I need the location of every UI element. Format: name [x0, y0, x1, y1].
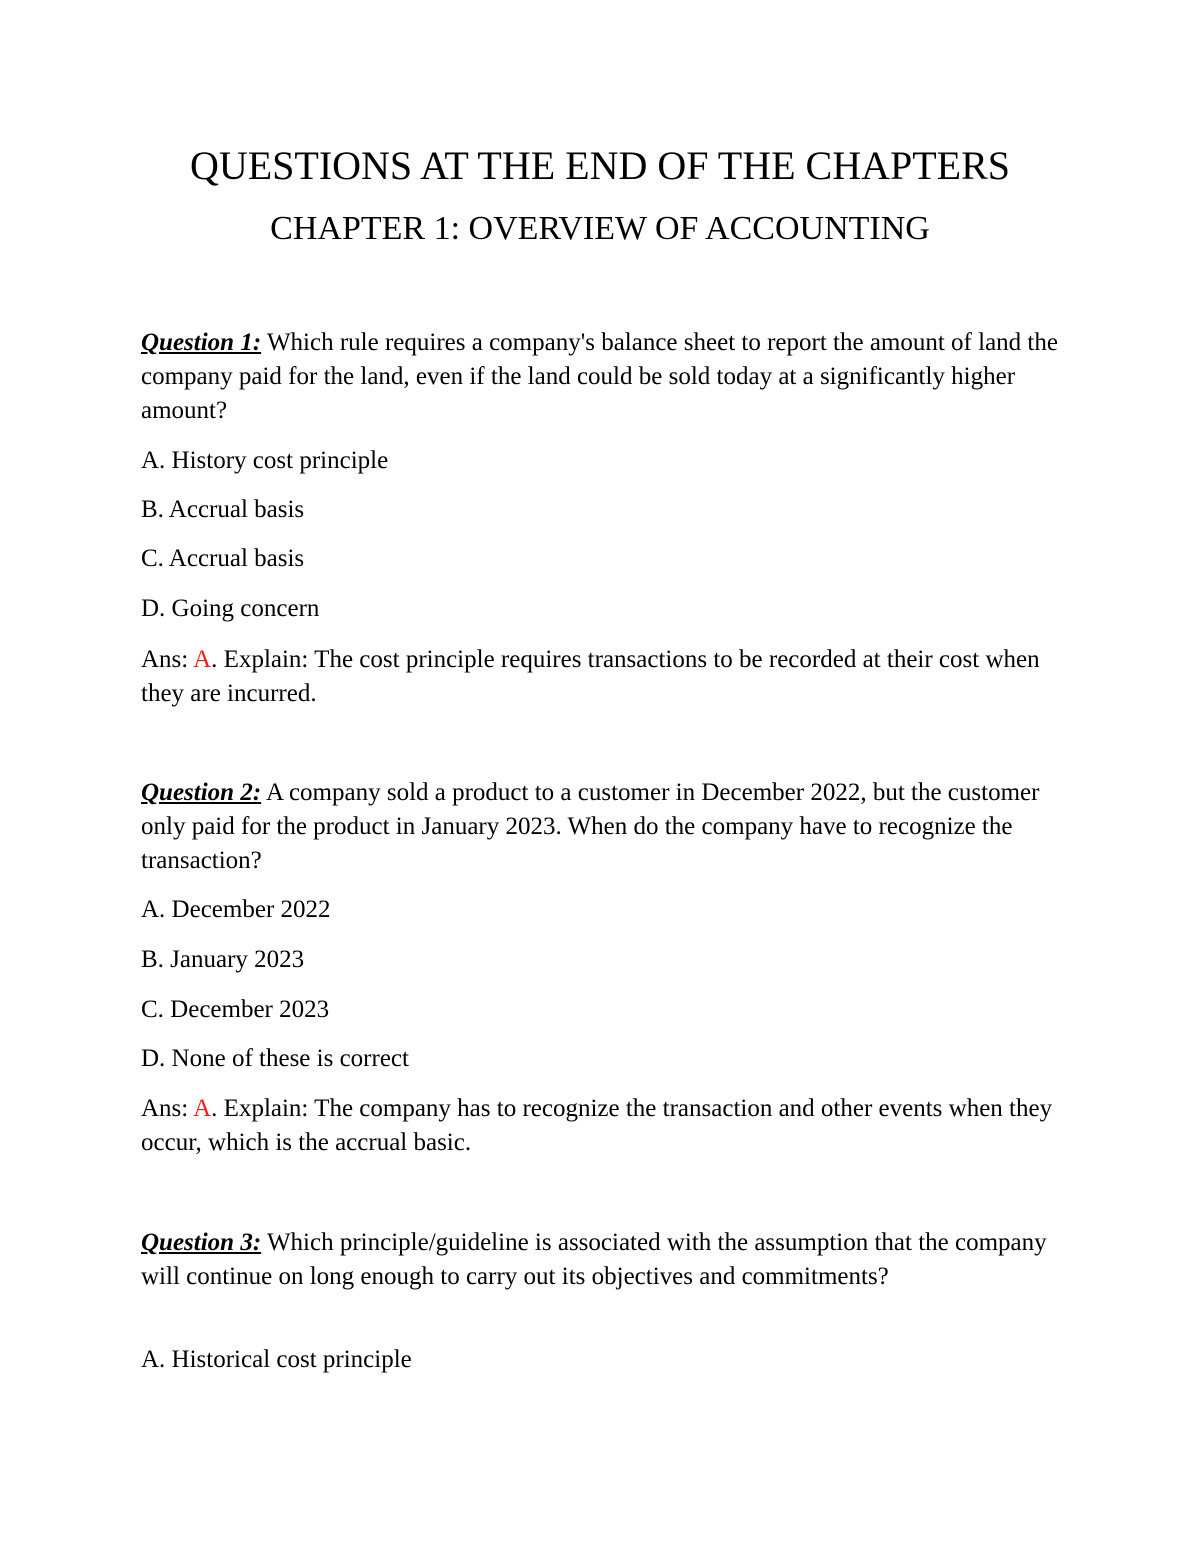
question-2-answer: [141, 1092, 1071, 1160]
question-3-text: Which principle/guideline is associated with the assumption that the company will continue on long enough to carry out its objectives and commitments?: [141, 1229, 1047, 1290]
document-title: QUESTIONS AT THE END OF THE CHAPTERS: [189, 143, 1011, 188]
question-2-option-a: A. December 2022: [141, 896, 331, 923]
answer-letter: A: [193, 646, 212, 673]
question-1-label: Question 1:: [141, 329, 262, 356]
question-3-prompt: [141, 1226, 1071, 1294]
question-1-prompt: [141, 326, 1071, 428]
question-3-label: Question 3:: [141, 1229, 262, 1256]
question-2-option-b: B. January 2023: [141, 946, 305, 973]
question-2-option-c: C. December 2023: [141, 996, 330, 1023]
chapter-subtitle: CHAPTER 1: OVERVIEW OF ACCOUNTING: [270, 210, 930, 247]
question-2-label: Question 2:: [141, 779, 262, 806]
answer-letter: A: [193, 1095, 212, 1122]
question-1-text: Which rule requires a company's balance sheet to report the amount of land the company paid for the land, even if the land could be sold today at a significantly higher amount?: [141, 329, 1058, 424]
question-1-option-a: A. History cost principle: [141, 447, 389, 474]
question-2-option-d: D. None of these is correct: [141, 1045, 409, 1072]
question-1-option-c: C. Accrual basis: [141, 545, 305, 572]
answer-prefix: Ans:: [141, 1095, 194, 1122]
question-2-text: A company sold a product to a customer in December 2022, but the customer only paid for the product in January 2023. When do the company have to recognize the transaction?: [141, 779, 1040, 874]
question-3-option-a: A. Historical cost principle: [141, 1346, 412, 1373]
question-2-prompt: [141, 776, 1071, 878]
answer-explanation: . Explain: The cost principle requires transactions to be recorded at their cost when they are incurred.: [141, 646, 1040, 707]
question-1-answer: [141, 643, 1071, 711]
answer-explanation: . Explain: The company has to recognize the transaction and other events when they occur, which is the accrual basic.: [141, 1095, 1053, 1156]
answer-prefix: Ans:: [141, 646, 194, 673]
question-1-option-b: B. Accrual basis: [141, 496, 305, 523]
question-1-option-d: D. Going concern: [141, 595, 320, 622]
